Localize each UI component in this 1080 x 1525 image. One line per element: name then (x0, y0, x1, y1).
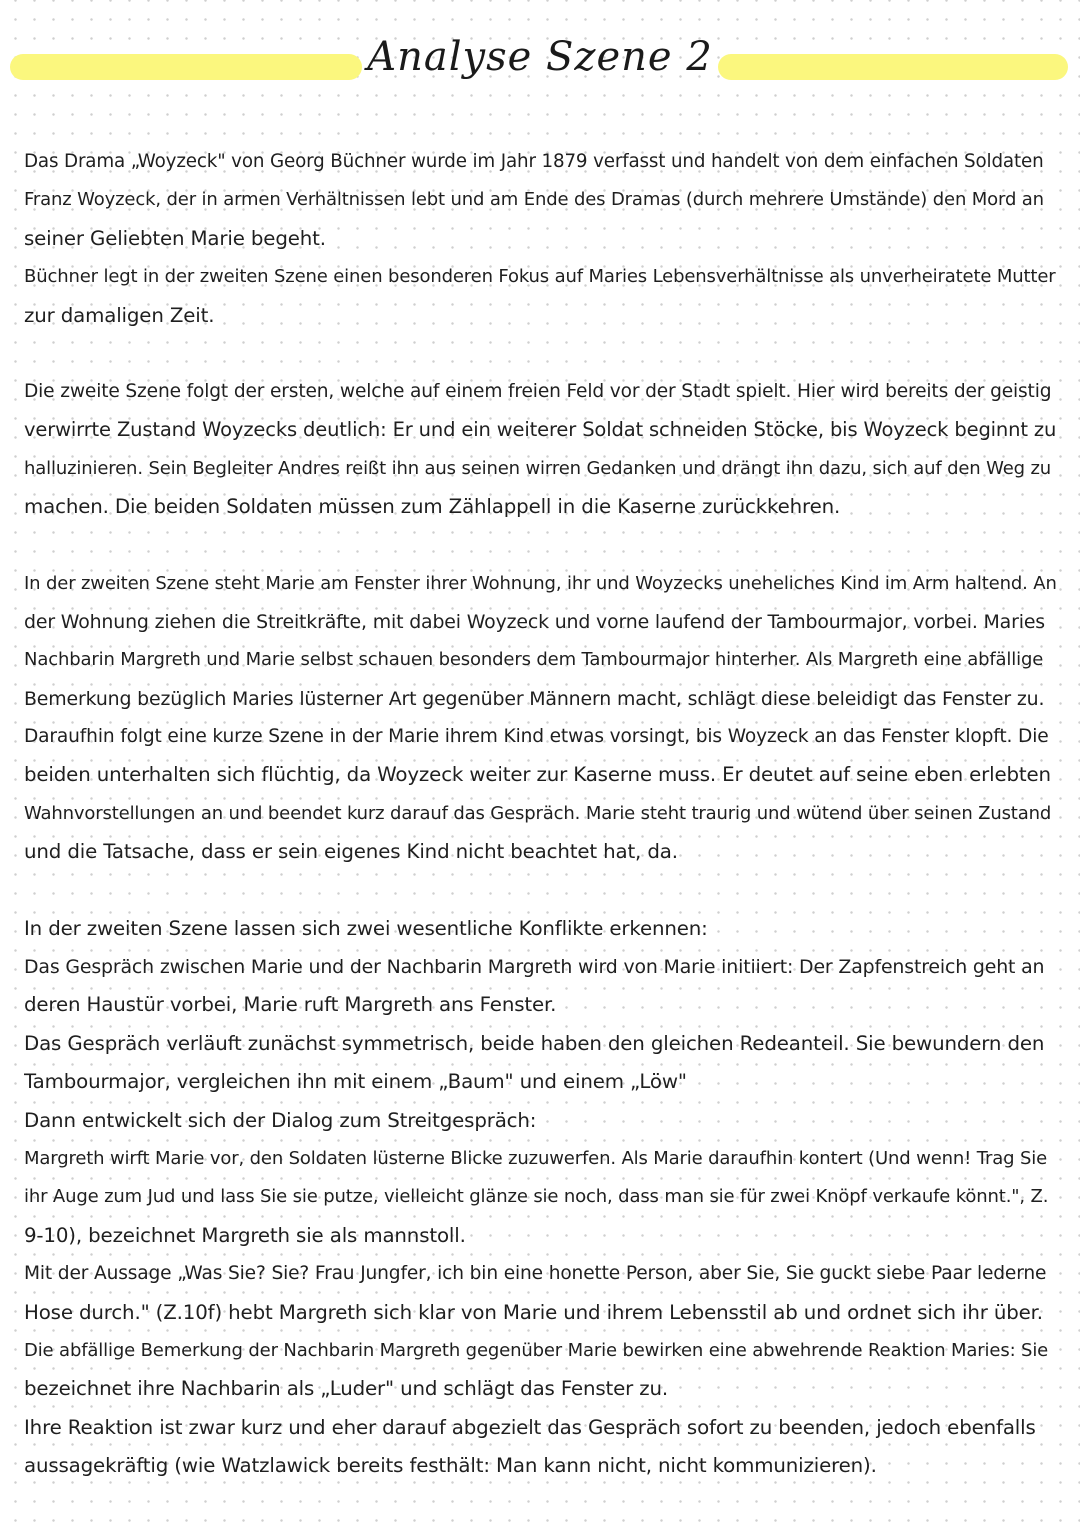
text-line: Franz Woyzeck, der in armen Verhältnissen lebt und am Ende des Dramas (durch mehrere Umstände) den Mord an (24, 189, 1044, 211)
text-line: Das Gespräch verläuft zunächst symmetrisch, beide haben den gleichen Redeanteil. Sie bewundern den (24, 1031, 1045, 1055)
page-header (0, 30, 1080, 110)
text-line: Bemerkung bezüglich Maries lüsterner Art gegenüber Männern macht, schlägt diese beleidigt das Fenster zu. (24, 687, 1045, 710)
text-line: Büchner legt in der zweiten Szene einen besonderen Fokus auf Maries Lebensverhältnisse als unverheiratete Mutter (24, 266, 1056, 288)
highlighter-stroke-left (10, 54, 362, 80)
text-line: Daraufhin folgt eine kurze Szene in der Marie ihrem Kind etwas vorsingt, bis Woyzeck an das Fenster klopft. Die (24, 726, 1049, 748)
text-line: Dann entwickelt sich der Dialog zum Streitgespräch: (24, 1108, 537, 1132)
text-line: zur damaligen Zeit. (24, 303, 215, 327)
paragraph-analysis (24, 910, 1058, 1486)
text-line: Das Gespräch zwischen Marie und der Nachbarin Margreth wird von Marie initiiert: Der Zapfenstreich geht an (24, 956, 1045, 979)
text-line: Die abfällige Bemerkung der Nachbarin Margreth gegenüber Marie bewirken eine abwehrende Reaktion Maries: Sie (24, 1339, 1049, 1361)
text-line: halluzinieren. Sein Begleiter Andres reißt ihn aus seinen wirren Gedanken und drängt ihn dazu, sich auf den Weg zu (24, 457, 1052, 479)
text-line: aussagekräftig (wie Watzlawick bereits festhält: Man kann nicht, nicht kommunizieren). (24, 1454, 877, 1478)
text-line: Das Drama „Woyzeck" von Georg Büchner wurde im Jahr 1879 verfasst und handelt von dem einfachen Soldaten (24, 151, 1044, 172)
paragraph-summary (24, 565, 1058, 872)
text-line: verwirrte Zustand Woyzecks deutlich: Er und ein weiterer Soldat schneiden Stöcke, bis Woyzeck beginnt zu (24, 418, 1057, 442)
paragraph-introduction (24, 143, 1058, 335)
text-line: In der zweiten Szene lassen sich zwei wesentliche Konflikte erkennen: (24, 916, 708, 940)
text-line: beiden unterhalten sich flüchtig, da Woyzeck weiter zur Kaserne muss. Er deutet auf seine eben erlebten (24, 763, 1051, 787)
handwritten-text-body (24, 143, 1058, 1524)
text-line: seiner Geliebten Marie begeht. (24, 226, 326, 250)
text-line: Hose durch." (Z.10f) hebt Margreth sich klar von Marie und ihrem Lebensstil ab und ordnet sich ihr über. (24, 1300, 1043, 1324)
highlighter-stroke-right (718, 54, 1068, 80)
text-line: Mit der Aussage „Was Sie? Sie? Frau Jungfer, ich bin eine honette Person, aber Sie, Sie guckt siebe Paar lederne (24, 1263, 1047, 1285)
text-line: und die Tatsache, dass er sein eigenes Kind nicht beachtet hat, da. (24, 840, 678, 864)
text-line: Tambourmajor, vergleichen ihn mit einem „Baum" und einem „Löw" (24, 1070, 687, 1094)
text-line: Ihre Reaktion ist zwar kurz und eher darauf abgezielt das Gespräch sofort zu beenden, jedoch ebenfalls (24, 1415, 1036, 1439)
text-line: deren Haustür vorbei, Marie ruft Margreth ans Fenster. (24, 993, 557, 1017)
text-line: Die zweite Szene folgt der ersten, welche auf einem freien Feld vor der Stadt spielt. Hier wird bereits der geistig (24, 380, 1052, 402)
text-line: machen. Die beiden Soldaten müssen zum Zählappell in die Kaserne zurückkehren. (24, 495, 841, 519)
text-line: Wahnvorstellungen an und beendet kurz darauf das Gespräch. Marie steht traurig und wütend über seinen Zustand (24, 802, 1052, 824)
page-title: Analyse Szene 2 (367, 34, 713, 80)
text-line: der Wohnung ziehen die Streitkräfte, mit dabei Woyzeck und vorne laufend der Tambourmajor, vorbei. Maries (24, 610, 1045, 633)
paragraph-context (24, 373, 1058, 527)
text-line: ihr Auge zum Jud und lass Sie sie putze, vielleicht glänze sie noch, dass man sie für zwei Knöpf verkaufe könnt.", Z. (24, 1186, 1049, 1208)
text-line: In der zweiten Szene steht Marie am Fenster ihrer Wohnung, ihr und Woyzecks uneheliches Kind im Arm haltend. An (24, 572, 1057, 594)
text-line: Nachbarin Margreth und Marie selbst schauen besonders dem Tambourmajor hinterher. Als Margreth eine abfällige (24, 649, 1044, 671)
text-line: bezeichnet ihre Nachbarin als „Luder" und schlägt das Fenster zu. (24, 1377, 669, 1401)
text-line: Margreth wirft Marie vor, den Soldaten lüsterne Blicke zuzuwerfen. Als Marie daraufhin kontert (Und wenn! Trag Sie (24, 1147, 1048, 1169)
text-line: 9-10), bezeichnet Margreth sie als mannstoll. (24, 1223, 466, 1247)
